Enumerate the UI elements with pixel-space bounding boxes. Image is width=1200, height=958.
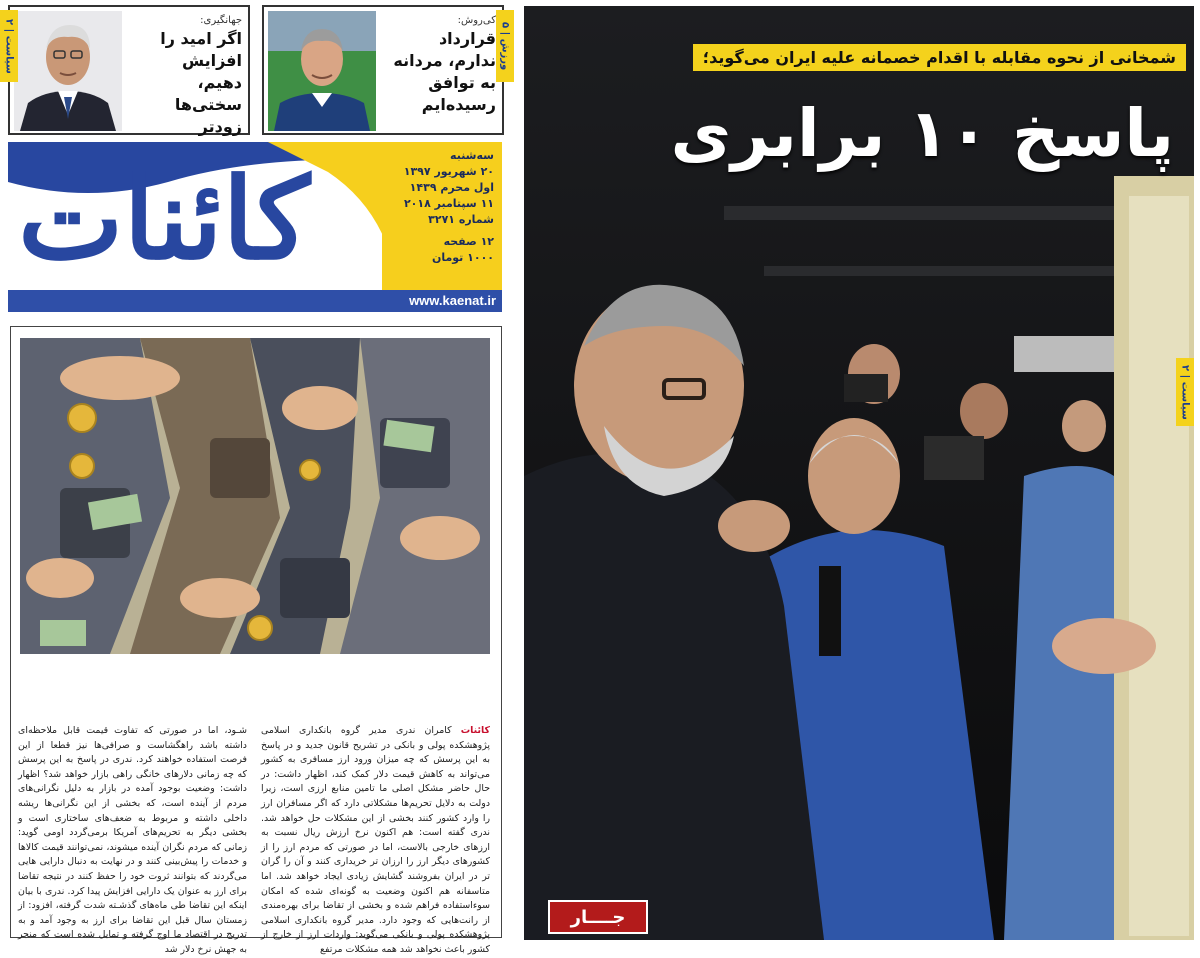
teaser-left-line: افزایش دهیم، xyxy=(181,51,242,92)
teaser-box-right[interactable] xyxy=(262,5,504,135)
main-section-tab[interactable]: سیاست | ۲ xyxy=(1176,358,1194,426)
teaser-right-line: قرارداد xyxy=(438,29,496,48)
main-photo[interactable] xyxy=(524,6,1194,940)
date-line: شماره ۳۲۷۱ xyxy=(428,213,494,226)
jar-logo: جــــار xyxy=(548,900,648,934)
teaser-right-section-tab[interactable]: ورزش | ۵ xyxy=(496,10,514,82)
date-line: سه‌شنبه xyxy=(450,149,494,162)
teaser-right-kicker: کی‌روش: xyxy=(457,15,496,26)
teaser-left-line: اگر امید را xyxy=(160,29,242,48)
teaser-right-line: ندارم، مردانه xyxy=(393,51,496,70)
masthead-logo-area xyxy=(8,142,418,290)
masthead-url-bar xyxy=(8,290,502,312)
teaser-right-line: رسیده‌ایم xyxy=(421,95,496,114)
teaser-right-line: به توافق xyxy=(428,73,496,92)
teaser-left-section-tab[interactable]: سیاست | ۲ xyxy=(0,10,18,82)
date-line: ۲۰ شهریور ۱۳۹۷ xyxy=(403,165,494,178)
date-line: ۱۲ صفحه xyxy=(443,235,494,248)
website-link[interactable]: www.kaenat.ir xyxy=(409,293,496,308)
feature-lead-source: کائنات xyxy=(460,725,490,736)
masthead-date-block xyxy=(382,142,502,290)
cartoon-illustration xyxy=(20,338,490,654)
teaser-box-left[interactable] xyxy=(8,5,250,135)
feature-body xyxy=(18,724,490,955)
jahangiri-photo xyxy=(14,11,122,131)
teaser-left-kicker: جهانگیری: xyxy=(200,15,242,26)
date-line: ۱۱ سپتامبر ۲۰۱۸ xyxy=(403,197,494,210)
masthead xyxy=(8,142,502,312)
teaser-left-title[interactable] xyxy=(132,28,242,160)
date-line: ۱۰۰۰ تومان xyxy=(431,251,494,264)
feature-column-right xyxy=(261,724,490,955)
queiroz-photo xyxy=(268,11,376,131)
feature-column-left-text: شـود، اما در صورتی که تفاوت قیمت قابل ملاحظه‌ای داشته باشد راهگشاست و صرافی‌ها نیز قطعا از این فرصت استفاده خواهند کرد. ندری در پاسخ به این پرسش که چه زمانی دلارهای خانگی راهی بازار خواهد شد؟ اظهار داشت: وضعیت بوجود آمده در بازار به دلیل نگرانی‌های مردم از آینده است، که بخشی از این نگرانی‌ها ریشه داخلی داشته و مربوط به ضعف‌های ساختاری است و بخشی دیگر به تحریم‌های آمریکا برمی‌گردد اومی گوید: زمانی که مردم نگران آینده میشوند، نمی‌توانند قیمت کالاها و خدمات را پیش‌بینی کنند و در نهایت به دنبال دارایی هایی می‌گردند که بتوانند ثروت خود را حفظ کنند در نتیجه تقاضا برای ارز به عنوان یک دارایی افزایش پیدا کرد. ندری با بیان اینکه این تقاضا طی ماه‌های گذشـته شدت گرفته، افزود: از زمستان سال قبل این تقاضا برای ارز به وجود آمد و به تدریج در اقتصاد ما اوج گرفته و تمایل شده است که منجر به جهش نرخ دلار شد xyxy=(18,725,247,955)
teaser-left-line: سختی‌ها زودتر xyxy=(174,95,242,136)
teaser-right-title[interactable] xyxy=(386,28,496,116)
feature-column-left xyxy=(18,724,247,955)
date-line: اول محرم ۱۴۳۹ xyxy=(409,181,494,194)
main-kicker: شمخانی از نحوه مقابله با اقدام خصمانه علیه ایران می‌گوید؛ xyxy=(693,44,1186,71)
main-headline[interactable]: پاسخ ۱۰ برابری xyxy=(670,95,1174,172)
newspaper-logo[interactable]: کائنات xyxy=(18,154,310,285)
feature-column-right-text: کامران ندری مدیر گروه بانکداری اسلامی پژوهشکده پولی و بانکی در تشریح قانون جدید و در پاسخ به این پرسش که چه میزان ورود ارز مسافری به کشور می‌تواند به کاهش قیمت دلار کمک کند، اظهار داشت: در حال حاضر مشکل اصلی ما تامین منابع ارزی است، زیرا دولت به دلایل تحریم‌ها مشکلاتی دارد که اگر مسافران ارز را وارد کشور کنند بخشی از این مشکلات حل خواهد شد. ندری گفته است: هم اکنون نرخ ارزش ریال نسبت به ارزهای خارجی بالاست، اما در صورتی که مردم ارز را از کشورهای دیگر ارز را ارزان تر خریداری کنند و آن را گران تر در ایران بفروشند گشایش زیادی ایجاد خواهد شد. اما متاسفانه هم اکنون وضعیت به گونه‌ای شده که امکان سوءاستفاده فراهم شده و بخشی از تقاضا برای بهره‌مندی از رانت‌هایی که وجود دارد. مدیر گروه بانکداری اسلامی پژوهشکده پولی و بانکی می‌گوید: واردات ارز از خارج از کشور باعث نخواهد شد همه مشکلات مرتفع xyxy=(261,725,490,955)
